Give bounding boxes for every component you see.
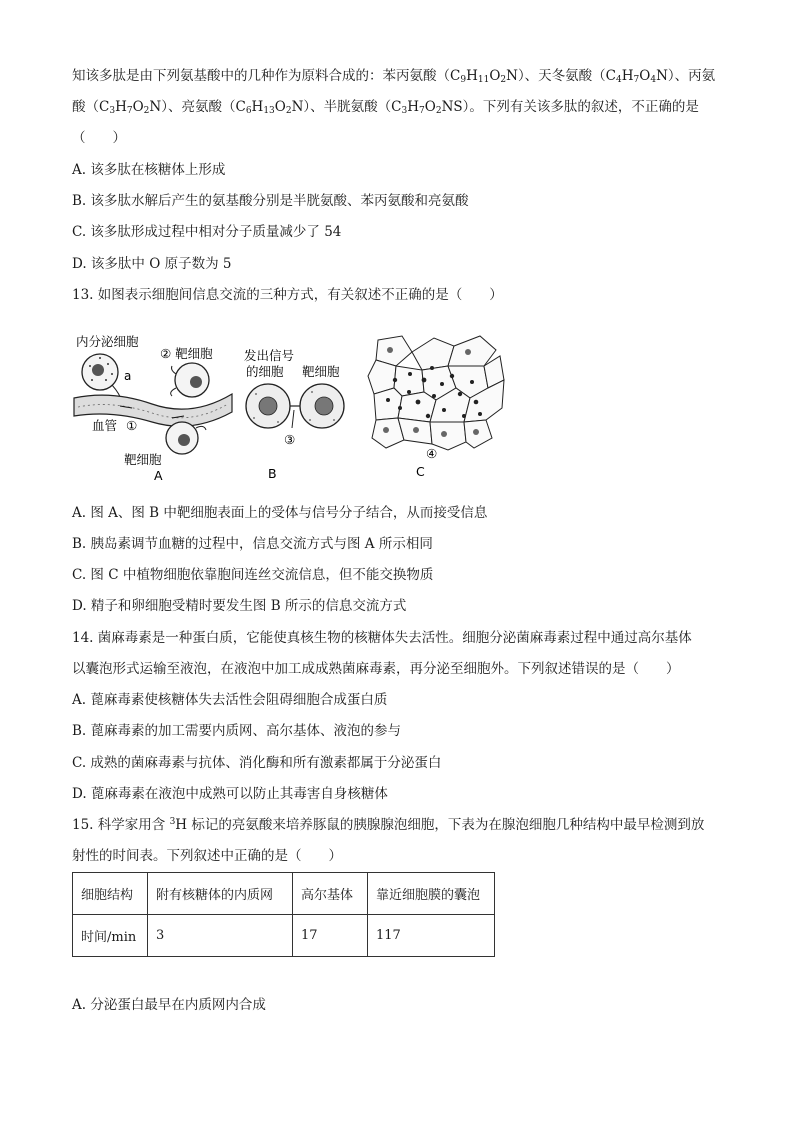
target-cell-top-nucleus	[190, 376, 202, 388]
label-a: a	[124, 369, 132, 383]
q12-answer-blank: （ ）	[72, 130, 126, 146]
table-cell: 3	[148, 915, 293, 957]
table-row	[73, 915, 495, 957]
q13-option-c: C. 图 C 中植物细胞依靠胞间连丝交流信息，但不能交换物质	[72, 567, 434, 583]
table-cell: 时间/min	[73, 915, 148, 957]
table-cell: 17	[293, 915, 368, 957]
secretory-cell-nucleus	[92, 364, 104, 376]
label-target-cell-b: 靶细胞	[302, 364, 340, 379]
q13-option-d: D. 精子和卵细胞受精时要发生图 B 所示的信息交流方式	[72, 598, 407, 614]
caption-b: B	[268, 466, 277, 481]
label-signal-cell-1: 发出信号	[244, 348, 295, 363]
table-header-row	[73, 873, 495, 915]
figure-panel-a	[74, 334, 232, 483]
q12-option-b: B. 该多肽水解后产生的氨基酸分别是半胱氨酸、苯丙氨酸和亮氨酸	[72, 193, 469, 209]
q15-data-table	[72, 872, 495, 957]
q15-stem-line-2: 射性的时间表。下列叙述中正确的是（ ）	[72, 848, 342, 864]
label-secretory-cell: 内分泌细胞	[76, 334, 139, 349]
figure-panel-c	[368, 336, 504, 479]
table-cell: 细胞结构	[73, 873, 148, 915]
q14-stem-line-1: 14. 菌麻毒素是一种蛋白质，它能使真核生物的核糖体失去活性。细胞分泌菌麻毒素过程中通过高尔基体	[72, 630, 692, 646]
q12-option-c: C. 该多肽形成过程中相对分子质量减少了 54	[72, 224, 342, 240]
q13-option-b: B. 胰岛素调节血糖的过程中，信息交流方式与图 A 所示相同	[72, 536, 433, 552]
label-blood-vessel: 血管	[92, 418, 118, 433]
q14-option-d: D. 蓖麻毒素在液泡中成熟可以防止其毒害自身核糖体	[72, 786, 388, 802]
q13-stem: 13. 如图表示细胞间信息交流的三种方式，有关叙述不正确的是（ ）	[72, 287, 503, 303]
q14-stem-line-2: 以囊泡形式运输至液泡，在液泡中加工成成熟菌麻毒素，再分泌至细胞外。下列叙述错误的是（ ）	[72, 661, 680, 677]
caption-a: A	[154, 468, 163, 483]
q14-option-b: B. 蓖麻毒素的加工需要内质网、高尔基体、液泡的参与	[72, 723, 402, 739]
target-cell-b-nucleus	[315, 397, 333, 415]
table-cell: 附有核糖体的内质网	[148, 873, 293, 915]
table-cell: 117	[368, 915, 495, 957]
q14-option-c: C. 成熟的菌麻毒素与抗体、消化酶和所有激素都属于分泌蛋白	[72, 755, 442, 771]
table-cell: 高尔基体	[293, 873, 368, 915]
q13-figure	[72, 330, 512, 485]
q14-option-a: A. 蓖麻毒素使核糖体失去活性会阻碍细胞合成蛋白质	[72, 692, 388, 708]
label-signal-cell-2: 的细胞	[246, 364, 284, 379]
q12-option-a: A. 该多肽在核糖体上形成	[72, 162, 226, 178]
q13-option-a: A. 图 A、图 B 中靶细胞表面上的受体与信号分子结合，从而接受信息	[72, 505, 488, 521]
label-circle-1: ①	[126, 418, 138, 433]
label-circle-3: ③	[284, 432, 296, 447]
q15-stem-line-1: 15. 科学家用含 $^3$H 标记的亮氨酸来培养豚鼠的胰腺腺泡细胞，下表为在腺泡细胞几种结构中最早检测到放	[72, 817, 705, 833]
signal-cell-nucleus	[259, 397, 277, 415]
figure-panel-b	[244, 348, 344, 481]
q12-stem-line-2: 酸$(C_3H_7O_2N)$、亮氨酸$(C_6H_{13}O_2N)$、半胱氨酸$(C_3H_7O_2NS)$。下列有关该多肽的叙述，不正确的是	[72, 99, 699, 116]
label-target-cell-top: ② 靶细胞	[160, 346, 213, 361]
caption-c: C	[416, 464, 425, 479]
q15-option-a: A. 分泌蛋白最早在内质网内合成	[72, 997, 266, 1013]
q12-option-d: D. 该多肽中 O 原子数为 5	[72, 256, 232, 272]
label-circle-4: ④	[426, 446, 438, 461]
target-cell-bottom-nucleus	[178, 434, 190, 446]
table-cell: 靠近细胞膜的囊泡	[368, 873, 495, 915]
q12-stem-line-1: 知该多肽是由下列氨基酸中的几种作为原料合成的：苯丙氨酸$(C_9H_{11}O_2N)$、天冬氨酸$(C_4H_7O_4N)$、丙氨	[72, 68, 716, 85]
label-target-cell-bottom: 靶细胞	[124, 452, 162, 467]
